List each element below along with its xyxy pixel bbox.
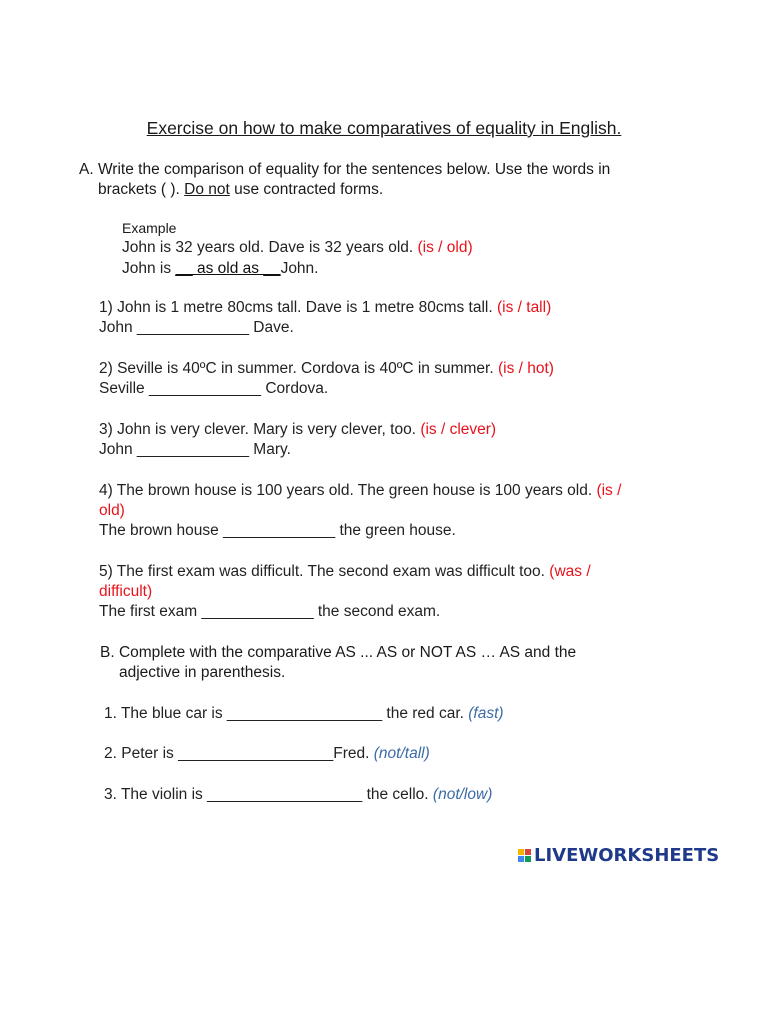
section-a-line1: A. Write the comparison of equality for the sentences below. Use the words in [79, 161, 611, 178]
question-2-hint: (is / hot) [497, 360, 554, 377]
page-title: Exercise on how to make comparatives of equality in English. [146, 118, 622, 138]
b-item-2-text: 2. Peter is __________________Fred. [104, 745, 374, 762]
question-1-answer-line[interactable]: John _____________ Dave. [99, 319, 294, 336]
question-3-answer-line[interactable]: John _____________ Mary. [99, 441, 291, 458]
question-1-text: 1) John is 1 metre 80cms tall. Dave is 1 metre 80cms tall. [99, 299, 497, 316]
b-item-1[interactable] [104, 704, 504, 724]
question-4-answer-line[interactable]: The brown house _____________ the green house. [99, 522, 456, 539]
b-item-2-hint: (not/tall) [373, 745, 430, 762]
logo-square-green [525, 856, 531, 862]
question-5-sentence [99, 562, 591, 582]
logo-square-red [525, 849, 531, 855]
section-a-instructions [79, 160, 610, 200]
b-item-1-text: 1. The blue car is __________________ the red car. [104, 705, 469, 722]
example-line1 [122, 238, 473, 258]
section-b-instructions [100, 643, 576, 683]
question-5-hint: (was / [549, 563, 591, 580]
example-answer: __ as old as __ [175, 260, 281, 277]
example-line2 [122, 259, 318, 279]
liveworksheets-logo-icon [518, 849, 531, 862]
question-5-text: 5) The first exam was difficult. The second exam was difficult too. [99, 563, 550, 580]
question-4-hint-cont: old) [99, 502, 125, 519]
question-3 [99, 420, 496, 460]
question-5-answer-line[interactable]: The first exam _____________ the second exam. [99, 603, 441, 620]
question-2-text: 2) Seville is 40ºC in summer. Cordova is 40ºC in summer. [99, 360, 498, 377]
liveworksheets-logo [518, 845, 719, 866]
question-1 [99, 298, 551, 338]
example-line2-pre: John is [122, 260, 176, 277]
b-item-3-hint: (not/low) [432, 786, 493, 803]
question-3-hint: (is / clever) [420, 421, 497, 438]
b-item-3[interactable] [104, 785, 492, 805]
section-a-line2-post: use contracted forms. [229, 181, 384, 198]
logo-text: LIVEWORKSHEETS [534, 845, 720, 866]
do-not-emphasis: Do not [184, 181, 230, 198]
b-item-2[interactable] [104, 744, 430, 764]
question-5-hint-cont: difficult) [99, 583, 153, 600]
question-3-text: 3) John is very clever. Mary is very clever, too. [99, 421, 421, 438]
logo-square-blue [518, 856, 524, 862]
example-line2-post: John. [280, 260, 319, 277]
b-item-3-text: 3. The violin is __________________ the cello. [104, 786, 433, 803]
section-b-line2: adjective in parenthesis. [119, 664, 286, 681]
question-4-text: 4) The brown house is 100 years old. The green house is 100 years old. [99, 482, 597, 499]
question-5 [99, 562, 591, 622]
section-b-line1: B. Complete with the comparative AS ... AS or NOT AS … AS and the [100, 644, 577, 661]
question-1-hint: (is / tall) [496, 299, 552, 316]
question-2 [99, 359, 554, 399]
logo-square-yellow [518, 849, 524, 855]
b-item-1-hint: (fast) [468, 705, 504, 722]
question-4 [99, 481, 621, 541]
question-4-hint: (is / [596, 482, 622, 499]
example-hint: (is / old) [417, 239, 473, 256]
question-2-sentence [99, 359, 554, 379]
section-a-line2-pre: brackets ( ). [98, 181, 185, 198]
section-a-line2 [79, 180, 610, 200]
example-label: Example [122, 220, 177, 236]
example-sentence: John is 32 years old. Dave is 32 years old. [122, 239, 418, 256]
question-1-sentence [99, 298, 551, 318]
question-2-answer-line[interactable]: Seville _____________ Cordova. [99, 380, 329, 397]
question-3-sentence [99, 420, 496, 440]
question-4-sentence [99, 481, 621, 501]
